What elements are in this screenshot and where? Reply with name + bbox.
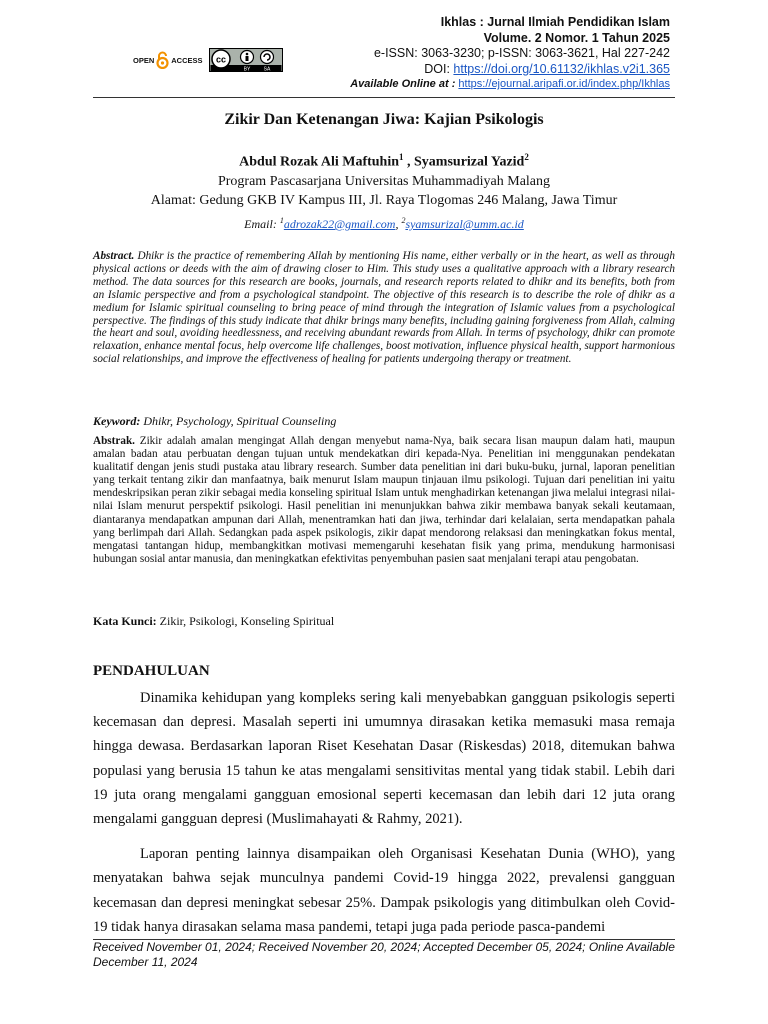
doi-link[interactable]: https://doi.org/10.61132/ikhlas.v2i1.365: [453, 61, 670, 76]
email-line: Email: $^1$adrozak22@gmail.com, $^2$syamsurizal@umm.ac.id: [244, 216, 524, 231]
svg-text:SA: SA: [263, 66, 270, 72]
section-heading: PENDAHULUAN: [93, 663, 210, 679]
author-names: Abdul Rozak Ali Maftuhin$^1$ , Syamsurizal Yazid$^2$: [239, 152, 529, 170]
open-access-icon: [156, 51, 169, 69]
abstract-label: Abstract.: [93, 250, 135, 262]
received-dates: Received November 01, 2024; Received November 20, 2024; Accepted December 05, 2024; Online Available December 11, 2024: [93, 940, 675, 969]
abstract-english: Abstract. Dhikr is the practice of remembering Allah by mentioning His name, either verbally or in the heart, as well as through physical actions or deeds with the aim of drawing closer to Him. This study uses a qualitative approach with a library research method. The data sources for this research are books, journals, and research reports related to dhikr and its benefits, both from an Islamic perspective and from a psychological standpoint. The objective of this research is to describe the role of dhikr as a medium for Islamic spiritual counseling to bring peace of mind through the integration of Islamic values from a psychological perspective. The findings of this study indicate that dhikr brings many benefits, including gaining forgiveness from Allah, calming the heart and soul, avoiding heedlessness, and receiving abundant rewards from Allah. In terms of psychology, dhikr can promote relaxation, enhance mental focus, help overcome life challenges, boost motivation, influence physical health, support harmonious social relationships, and improve the effectiveness of healing for patients undergoing therapy or treatment.: [93, 250, 675, 366]
cc-by-sa-icon: [209, 48, 283, 72]
body-text: [93, 686, 675, 939]
journal-available-line: Available Online at : https://ejournal.aripafi.or.id/index.php/Ikhlas: [350, 78, 670, 90]
email-link-2[interactable]: syamsurizal@umm.ac.id: [405, 217, 524, 231]
paper-title: Zikir Dan Ketenangan Jiwa: Kajian Psikologis: [224, 111, 544, 128]
journal-header: [300, 15, 670, 93]
paragraph: Laporan penting lainnya disampaikan oleh Organisasi Kesehatan Dunia (WHO), yang menyatakan bahwa sejak munculnya pandemi Covid-19 hingga 2022, prevalensi gangguan kecemasan dan depresi meningkat sebesar 25%. Dampak psikologis yang ditimbulkan oleh Covid-19 tidak hanya dirasakan selama masa pandemi, tetapi juga pada periode pasca-pandemi: [93, 846, 675, 935]
paragraph: Dinamika kehidupan yang kompleks sering kali menyebabkan gangguan psikologis seperti kecemasan dan depresi. Masalah seperti ini umumnya dirasakan ketika memasuki masa remaja hingga dewasa. Berdasarkan laporan Riset Kesehatan Dasar (Riskesdas) 2018, ditemukan bahwa populasi yang berusia 15 tahun ke atas mengalami sensitivitas mental yang tidak stabil. Lebih dari 19 juta orang mengalami gangguan emosional seperti kecemasan dan lebih dari 12 juta orang mengalami gangguan depresi (Muslimahayati & Rahmy, 2021).: [93, 690, 675, 828]
svg-text:cc: cc: [215, 54, 226, 65]
journal-url-link[interactable]: https://ejournal.aripafi.or.id/index.php/Ikhlas: [458, 78, 670, 90]
license-logos: [133, 47, 283, 73]
open-access-logo: OPEN ACCESS: [133, 51, 203, 69]
address: Alamat: Gedung GKB IV Kampus III, Jl. Raya Tlogomas 246 Malang, Jawa Timur: [150, 192, 618, 208]
journal-issn: e-ISSN: 3063-3230; p-ISSN: 3063-3621, Hal 227-242: [373, 46, 670, 60]
abstract-indonesian: Abstrak. Zikir adalah amalan mengingat Allah dengan menyebut nama-Nya, baik secara lisan maupun dalam hati, maupun amalan badan atau perbuatan dengan tujuan untuk mendekatkan diri kepada-Nya. Penelitian ini menggunakan pendekatan kualitatif dengan jenis studi pustaka atau library research. Sumber data penelitian ini dari buku-buku, jurnal, laporan penelitian yang terkait tentang zikir dan manfaatnya, baik menurut Islam maupun tinjauan ilmu psikologi. Tujuan dari penelitian ini yaitu mendeskripsikan peran zikir sebagai media konseling spiritual Islam untuk menghadirkan ketenangan jiwa melalui integrasi nilai-nilai Islam menurut perspektif psikologi. Hasil penelitian ini menunjukkan bahwa zikir membawa banyak sekali keutamaan, diantaranya mendapatkan ampunan dari Allah, menentramkan hati dan jiwa, terhindar dari kelalaian, serta mendapatkan pahala yang berlimpah dari Allah. Sedangkan pada aspek psikologis, zikir dapat mendorong relaksasi dan meningkatkan fokus mental, mengatasi tantangan hidup, membangkitkan motivasi memengaruhi kesehatan fisik yang prima, mendukung harmonisasi hubungan sosial antar manusia, dan meningkatkan efektivitas penyembuhan pasien saat menjalani terapi atau pengobatan.: [93, 435, 675, 565]
abstrak-label: Abstrak.: [93, 435, 135, 447]
email-link-1[interactable]: adrozak22@gmail.com: [283, 217, 396, 231]
authors-block: [93, 148, 675, 210]
keywords-indonesian: Kata Kunci: Zikir, Psikologi, Konseling Spiritual: [93, 614, 335, 628]
header-divider: [93, 97, 675, 98]
svg-text:BY: BY: [243, 66, 250, 72]
journal-doi-line: DOI: https://doi.org/10.61132/ikhlas.v2i1.365: [424, 61, 670, 76]
journal-name: Ikhlas : Jurnal Ilmiah Pendidikan Islam: [440, 15, 670, 29]
keywords-english: Keyword: Dhikr, Psychology, Spiritual Counseling: [93, 414, 337, 428]
journal-volume: Volume. 2 Nomor. 1 Tahun 2025: [483, 30, 670, 45]
affiliation: Program Pascasarjana Universitas Muhammadiyah Malang: [217, 173, 551, 189]
